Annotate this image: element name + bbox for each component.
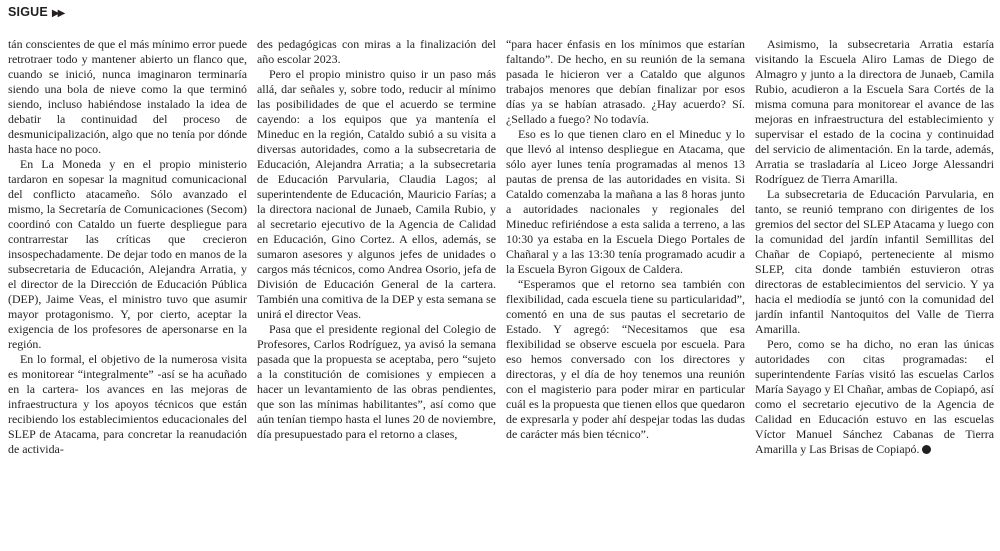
paragraph: Asimismo, la subsecretaria Arratia estaría visitando la Escuela Aliro Lamas de Diego de Almagro y junto a la directora de Junaeb, Camila Rubio, acudieron a la Escuela Sara Cortés de la misma comuna para monitorear el avance de las mejoras en infraestructura del establecimiento y supervisar el estado de la cocina y continuidad del servicio de alimentación. En la tarde, además, Arratia se trasladaría al Liceo Jorge Alessandri Rodríguez de Tierra Amarilla. (755, 37, 994, 186)
continue-label: SIGUE (8, 5, 48, 19)
paragraph: “Esperamos que el retorno sea también con flexibilidad, cada escuela tiene su particularidad”, comentó en una de sus pautas el secretario de Estado. Y agregó: “Necesitamos que esa flexibilidad se observe escuela por escuela. Para eso hemos conversado con los directores y directoras, y el día de hoy tenemos una reunión con el magisterio para poder mirar en particular cuál es la propuesta que tienen ellos que quedaron de expresarla y poder ahí despejar todas las dudas de carácter más bien técnico”. (506, 277, 745, 441)
double-arrow-icon: ▶▶ (51, 8, 64, 19)
paragraph: Pasa que el presidente regional del Colegio de Profesores, Carlos Rodríguez, ya avisó la semana pasada que la propuesta se aceptaba, pero “sujeto a la constitución de comisiones y empiecen a hacer un levantamiento de las obras pendientes, que son las mínimas habilitantes”, así como que aún tenían tiempo hasta el lunes 20 de noviembre, día presupuestado para el retorno a clases, (257, 322, 496, 441)
article-column-4 (755, 37, 994, 547)
continue-marker (8, 5, 63, 19)
paragraph: des pedagógicas con miras a la finalización del año escolar 2023. (257, 37, 496, 66)
article-body (8, 37, 994, 547)
paragraph (755, 337, 994, 457)
article-column-1 (8, 37, 247, 547)
end-of-article-icon (922, 445, 931, 454)
paragraph: “para hacer énfasis en los mínimos que estarían faltando”. De hecho, en su reunión de la semana pasada le hicieron ver a Cataldo que algunos trabajos menores que debían finalizar por esos días ya se habían atrasado. ¿Hay acuerdo? Sí. ¿Sellado a fuego? No todavía. (506, 37, 745, 126)
paragraph: Eso es lo que tienen claro en el Mineduc y lo que llevó al intenso despliegue en Atacama, que sólo ayer lunes tenía programadas al menos 13 pautas de prensa de las autoridades en visita. Si Cataldo comenzaba la mañana a las 8 horas junto a autoridades nacionales y regionales del Mineduc refiriéndose a esta salida a terreno, a las 10:30 ya estaba en la Escuela Diego Portales de Chañaral y a las 13:30 tenía programado acudir a la Escuela Byron Gigoux de Caldera. (506, 127, 745, 276)
paragraph: En lo formal, el objetivo de la numerosa visita es monitorear “integralmente” -así se ha acuñado en la cartera- los avances en las mejoras de infraestructura y los apoyos técnicos que están recibiendo los establecimientos educacionales del SLEP de Atacama, para concretar la reanudación de activida- (8, 352, 247, 456)
article-column-2 (257, 37, 496, 547)
paragraph: tán conscientes de que el más mínimo error puede retrotraer todo y mantener abierto un flanco que, cuando se inició, nunca imaginaron terminaría siendo una bola de nieve como la que terminó siendo, incluso habiéndose instalado la idea de debatir la continuidad del proceso de desmunicipalización, algo que no tenía por dónde hasta hace no poco. (8, 37, 247, 156)
paragraph: Pero el propio ministro quiso ir un paso más allá, dar señales y, sobre todo, reducir al mínimo las posibilidades de que el acuerdo se termine cayendo: a los equipos que ya mantenía el Mineduc en la región, Cataldo subió a su visita a diversas autoridades, como a la subsecretaria de Educación, Alejandra Arratia; a la subsecretaria de Educación Parvularia, Claudia Lagos; al superintendente de Educación, Mauricio Farías; a la directora nacional de Junaeb, Camila Rubio, y al secretario ejecutivo de la Agencia de Calidad en Educación, Gino Cortez. A ellos, además, se sumaron asesores y algunos jefes de unidades o cargos más técnicos, como Andrea Osorio, jefa de División de Educación General de la cartera. También una comitiva de la DEP y esta semana se unirá el director Veas. (257, 67, 496, 321)
paragraph: La subsecretaria de Educación Parvularia, en tanto, se reunió temprano con dirigentes de los gremios del sector del SLEP Atacama y luego con la comunidad del jardín infantil Semillitas del Chañar de Copiapó, perteneciente al mismo SLEP, cita donde también estuvieron otras directoras de establecimientos del servicio. Y ya hacia el mediodía se juntó con la comunidad del jardín infantil Nantoquitos del Valle de Tierra Amarilla. (755, 187, 994, 336)
article-column-3 (506, 37, 745, 547)
final-paragraph-text: Pero, como se ha dicho, no eran las únicas autoridades con citas programadas: el superintendente Farías visitó las escuelas Carlos María Sayago y El Chañar, ambas de Copiapó, así como el secretario ejecutivo de la Agencia de Calidad en Educación estuvo en las escuelas Víctor Manuel Sánchez Cabanas de Tierra Amarilla y Las Brisas de Copiapó. (755, 337, 994, 456)
paragraph: En La Moneda y en el propio ministerio tardaron en sopesar la magnitud comunicacional del conflicto atacameño. Sólo avanzado el mismo, la Secretaría de Comunicaciones (Secom) coordinó con Cataldo un fuerte despliegue para contrarrestar las críticas que crecieron insospechadamente. De dejar todo en manos de la subsecretaria de Educación, Alejandra Arratia, y el director de la Dirección de Educación Pública (DEP), Jaime Veas, el ministro tuvo que asumir mayor protagonismo. Y, por cierto, aceptar la exigencia de los profesores de apersonarse en la región. (8, 157, 247, 351)
